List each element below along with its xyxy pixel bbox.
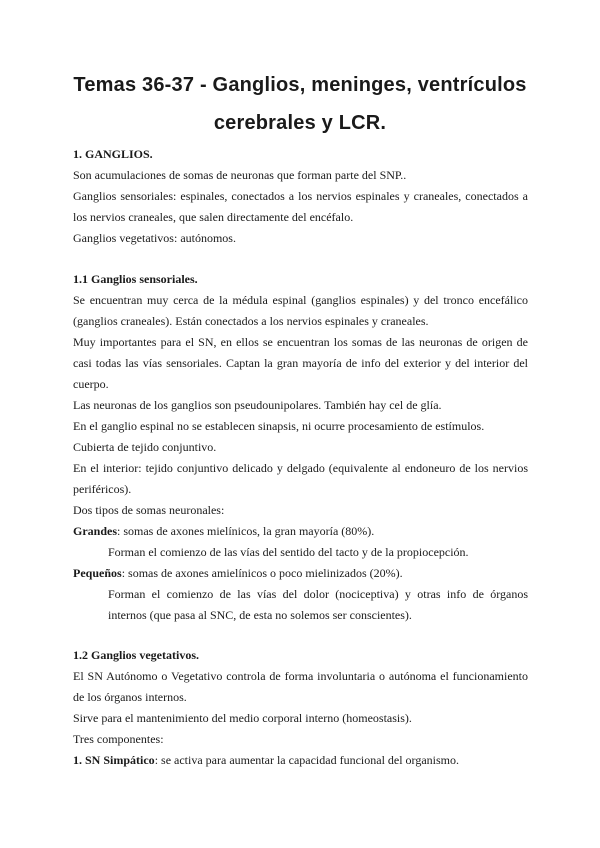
term-text: : se activa para aumentar la capacidad funcional del organismo. bbox=[154, 753, 459, 767]
paragraph-line: Forman el comienzo de las vías del sentido del tacto y de la propiocepción. bbox=[108, 545, 469, 559]
paragraph-line: Cubierta de tejido conjuntivo. bbox=[73, 440, 217, 454]
document-title-line1: Temas 36-37 - Ganglios, meninges, ventrículos bbox=[73, 74, 527, 96]
paragraph-line: internos (que pasa al SNC, de esta no solemos ser conscientes). bbox=[108, 608, 412, 622]
list-item-sn-simpatico bbox=[73, 753, 459, 767]
paragraph-line: En el ganglio espinal no se establecen sinapsis, ni ocurre procesamiento de estímulos. bbox=[73, 419, 485, 433]
paragraph-line: Son acumulaciones de somas de neuronas que forman parte del SNP.. bbox=[73, 168, 407, 182]
paragraph-line: los nervios craneales, que salen directamente del encéfalo. bbox=[73, 210, 354, 224]
term-label: Pequeños bbox=[73, 566, 122, 580]
term-text: : somas de axones mielínicos, la gran mayoría (80%). bbox=[117, 524, 375, 538]
section-heading-ganglios: 1. GANGLIOS. bbox=[73, 147, 153, 161]
term-label: 1. SN Simpático bbox=[73, 753, 155, 767]
paragraph-line: Se encuentran muy cerca de la médula espinal (ganglios espinales) y del tronco encefálico bbox=[73, 293, 528, 307]
paragraph-line: Las neuronas de los ganglios son pseudounipolares. También hay cel de glía. bbox=[73, 398, 442, 412]
paragraph-line: cuerpo. bbox=[73, 377, 109, 391]
paragraph-line: Forman el comienzo de las vías del dolor (nociceptiva) y otras info de órganos bbox=[108, 587, 528, 601]
paragraph-line: periféricos). bbox=[73, 482, 132, 496]
paragraph-line: casi todas las vías sensoriales. Captan la gran mayoría de info del exterior y del interior del bbox=[73, 356, 528, 370]
paragraph-line: Dos tipos de somas neuronales: bbox=[73, 503, 225, 517]
list-item-pequenos bbox=[73, 566, 403, 580]
paragraph-line: El SN Autónomo o Vegetativo controla de forma involuntaria o autónoma el funcionamiento bbox=[73, 669, 528, 683]
term-label: Grandes bbox=[73, 524, 118, 538]
section-heading-ganglios-sensoriales: 1.1 Ganglios sensoriales. bbox=[73, 272, 198, 286]
paragraph-line: Ganglios sensoriales: espinales, conectados a los nervios espinales y craneales, conectados a bbox=[73, 189, 528, 203]
paragraph-line: (ganglios craneales). Están conectados a los nervios espinales y craneales. bbox=[73, 314, 429, 328]
document-title-line2: cerebrales y LCR. bbox=[213, 112, 387, 134]
paragraph-line: Sirve para el mantenimiento del medio corporal interno (homeostasis). bbox=[73, 711, 412, 725]
paragraph-line: Muy importantes para el SN, en ellos se encuentran los somas de las neuronas de origen de bbox=[73, 335, 528, 349]
paragraph-line: En el interior: tejido conjuntivo delicado y delgado (equivalente al endoneuro de los nervios bbox=[73, 461, 528, 475]
paragraph-line: de los órganos internos. bbox=[73, 690, 187, 704]
paragraph-line: Ganglios vegetativos: autónomos. bbox=[73, 231, 236, 245]
paragraph-line: Tres componentes: bbox=[73, 732, 164, 746]
list-item-grandes bbox=[73, 524, 374, 538]
term-text: : somas de axones amielínicos o poco mielinizados (20%). bbox=[121, 566, 403, 580]
section-heading-ganglios-vegetativos: 1.2 Ganglios vegetativos. bbox=[73, 648, 199, 662]
